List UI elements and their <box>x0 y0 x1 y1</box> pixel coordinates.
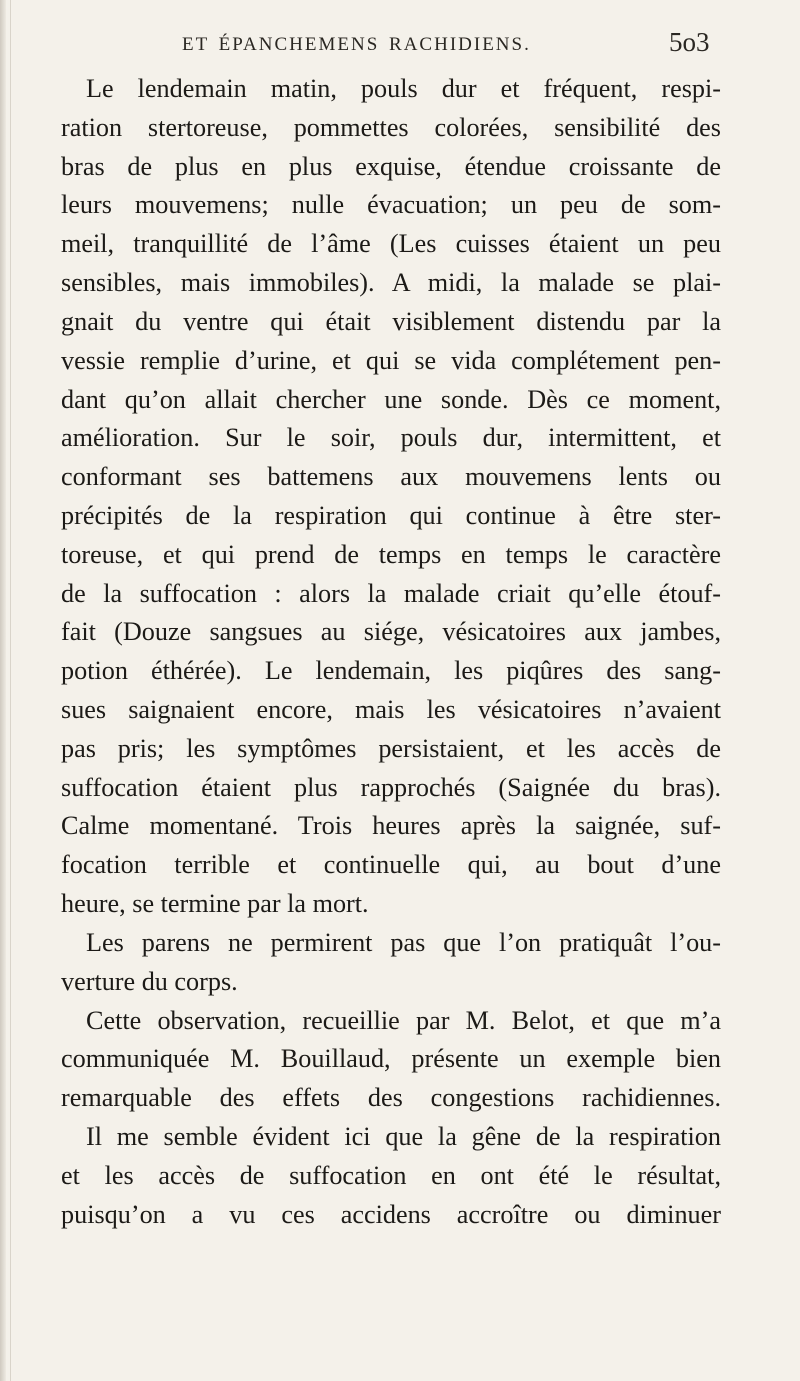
text-line: sues saignaient encore, mais les vésicatoires n’avaient <box>61 695 721 724</box>
page-binding-edge <box>0 0 6 1381</box>
text-line: verture du corps. <box>61 966 238 996</box>
text-line: amélioration. Sur le soir, pouls dur, intermittent, et <box>61 423 721 453</box>
text-line: meil, tranquillité de l’âme (Les cuisses étaient un peu <box>61 229 721 259</box>
text-line: ration stertoreuse, pommettes colorées, sensibilité des <box>61 112 721 142</box>
text-line: fait (Douze sangsues au siége, vésicatoires aux jambes, <box>61 617 721 647</box>
running-title: ET ÉPANCHEMENS RACHIDIENS. <box>182 34 531 55</box>
page-number: 5o3 <box>669 27 710 57</box>
text-line: remarquable des effets des congestions rachidiennes. <box>61 1083 721 1113</box>
text-line: bras de plus en plus exquise, étendue croissante de <box>61 151 721 181</box>
text-line: Calme momentané. Trois heures après la saignée, suf- <box>61 811 721 841</box>
body-text <box>61 70 721 1234</box>
text-line: suffocation étaient plus rapprochés (Saignée du bras). <box>61 772 721 802</box>
text-line: dant qu’on allait chercher une sonde. Dès ce moment, <box>61 384 721 414</box>
text-line: Les parens ne permirent pas que l’on pratiquât l’ou- <box>86 927 721 957</box>
text-line: Cette observation, recueillie par M. Belot, et que m’a <box>86 1005 721 1035</box>
text-line: gnait du ventre qui était visiblement distendu par la <box>61 306 721 336</box>
text-line: toreuse, et qui prend de temps en temps le caractère <box>61 539 721 569</box>
text-line: conformant ses battemens aux mouvemens lents ou <box>61 462 721 492</box>
text-line: heure, se termine par la mort. <box>61 889 369 919</box>
text-line: Il me semble évident ici que la gêne de la respiration <box>86 1121 721 1151</box>
text-line: pas pris; les symptômes persistaient, et les accès de <box>61 733 721 763</box>
text-line: potion éthérée). Le lendemain, les piqûres des sang- <box>61 656 721 686</box>
text-line: leurs mouvemens; nulle évacuation; un peu de som- <box>61 190 721 220</box>
text-line: de la suffocation : alors la malade criait qu’elle étouf- <box>61 578 721 608</box>
text-line: sensibles, mais immobiles). A midi, la malade se plai- <box>61 268 721 298</box>
text-line: communiquée M. Bouillaud, présente un exemple bien <box>61 1044 721 1074</box>
text-line: et les accès de suffocation en ont été le résultat, <box>61 1160 721 1190</box>
running-head <box>0 27 800 64</box>
text-line: précipités de la respiration qui continue à être ster- <box>61 500 721 530</box>
text-line: puisqu’on a vu ces accidens accroître ou diminuer <box>61 1199 721 1229</box>
text-line: Le lendemain matin, pouls dur et fréquent, respi- <box>86 74 721 103</box>
text-line: focation terrible et continuelle qui, au bout d’une <box>61 850 721 880</box>
text-line: vessie remplie d’urine, et qui se vida complétement pen- <box>61 345 721 375</box>
page-binding-shadow <box>10 0 11 1381</box>
